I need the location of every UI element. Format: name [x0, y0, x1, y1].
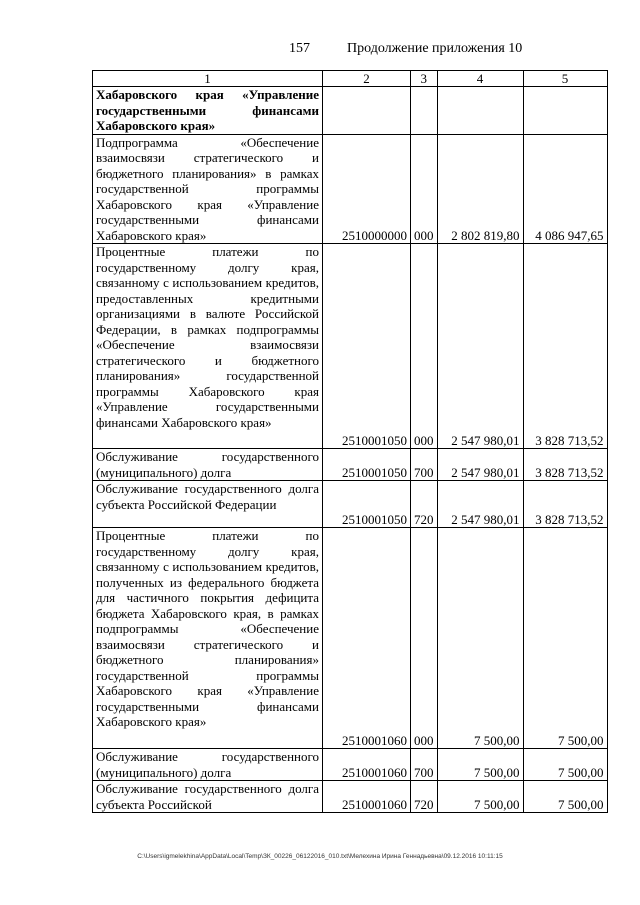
table-row [93, 481, 608, 528]
row-expense-type: 720 [411, 781, 438, 813]
row-sum-2: 3 828 713,52 [523, 449, 607, 481]
row-sum-1: 7 500,00 [437, 528, 523, 749]
row-sum-2 [523, 87, 607, 135]
row-expense-type: 000 [411, 134, 438, 244]
row-code: 2510001060 [323, 528, 411, 749]
row-name: Хабаровского края «Управление государственными финансами Хабаровского края» [93, 87, 323, 135]
table-row [93, 87, 608, 135]
row-expense-type: 700 [411, 749, 438, 781]
page-header [0, 41, 640, 61]
column-number: 2 [323, 71, 411, 87]
table-row [93, 134, 608, 244]
row-sum-2: 4 086 947,65 [523, 134, 607, 244]
row-expense-type: 000 [411, 528, 438, 749]
row-name: Процентные платежи по государственному долгу края, связанному с использованием кредитов, полученных из федерального бюджета для частичного покрытия дефицита бюджета Хабаровского края, в рамках подпрограммы «Обеспечение взаимосвязи стратегического и бюджетного планирования» государственной программы Хабаровского края «Управление государственными финансами Хабаровского края» [93, 528, 323, 749]
table-row [93, 244, 608, 449]
row-code [323, 87, 411, 135]
row-name: Обслуживание государственного (муниципального) долга [93, 749, 323, 781]
row-sum-1: 2 547 980,01 [437, 449, 523, 481]
row-name: Процентные платежи по государственному долгу края, связанному с использованием кредитов, предоставленных кредитными организациями в валюте Российской Федерации, в рамках подпрограммы «Обеспечение взаимосвязи стратегического и бюджетного планирования» государственной программы Хабаровского края «Управление государственными финансами Хабаровского края» [93, 244, 323, 449]
row-expense-type [411, 87, 438, 135]
row-sum-2: 7 500,00 [523, 528, 607, 749]
row-code: 2510000000 [323, 134, 411, 244]
column-number: 5 [523, 71, 607, 87]
footer-file-path: C:\Users\igmelekhina\AppData\Local\Temp\ЗК_00226_06122016_010.txt\Мелехина Ирина Геннадьевна\09.12.2016 10:11:15 [137, 853, 503, 860]
row-sum-2: 7 500,00 [523, 781, 607, 813]
row-sum-1: 2 547 980,01 [437, 244, 523, 449]
column-number: 1 [93, 71, 323, 87]
page-number: 157 [289, 41, 310, 56]
column-number: 3 [411, 71, 438, 87]
row-code: 2510001050 [323, 449, 411, 481]
row-sum-1 [437, 87, 523, 135]
table-row [93, 528, 608, 749]
row-sum-1: 7 500,00 [437, 781, 523, 813]
row-sum-1: 2 547 980,01 [437, 481, 523, 528]
column-number-row [93, 71, 608, 87]
table-row [93, 749, 608, 781]
row-expense-type: 720 [411, 481, 438, 528]
budget-table [92, 70, 608, 813]
column-number: 4 [437, 71, 523, 87]
table-row [93, 449, 608, 481]
row-sum-2: 3 828 713,52 [523, 244, 607, 449]
row-name: Обслуживание государственного долга субъекта Российской Федерации [93, 481, 323, 528]
row-code: 2510001050 [323, 244, 411, 449]
row-code: 2510001060 [323, 749, 411, 781]
row-name: Обслуживание государственного долга субъекта Российской [93, 781, 323, 813]
row-name: Обслуживание государственного (муниципального) долга [93, 449, 323, 481]
table-row [93, 781, 608, 813]
row-name: Подпрограмма «Обеспечение взаимосвязи стратегического и бюджетного планирования» в рамках государственной программы Хабаровского края «Управление государственными финансами Хабаровского края» [93, 134, 323, 244]
row-expense-type: 700 [411, 449, 438, 481]
row-code: 2510001060 [323, 781, 411, 813]
row-sum-1: 7 500,00 [437, 749, 523, 781]
row-code: 2510001050 [323, 481, 411, 528]
row-expense-type: 000 [411, 244, 438, 449]
page-subtitle: Продолжение приложения 10 [347, 41, 523, 56]
row-sum-2: 3 828 713,52 [523, 481, 607, 528]
row-sum-2: 7 500,00 [523, 749, 607, 781]
row-sum-1: 2 802 819,80 [437, 134, 523, 244]
